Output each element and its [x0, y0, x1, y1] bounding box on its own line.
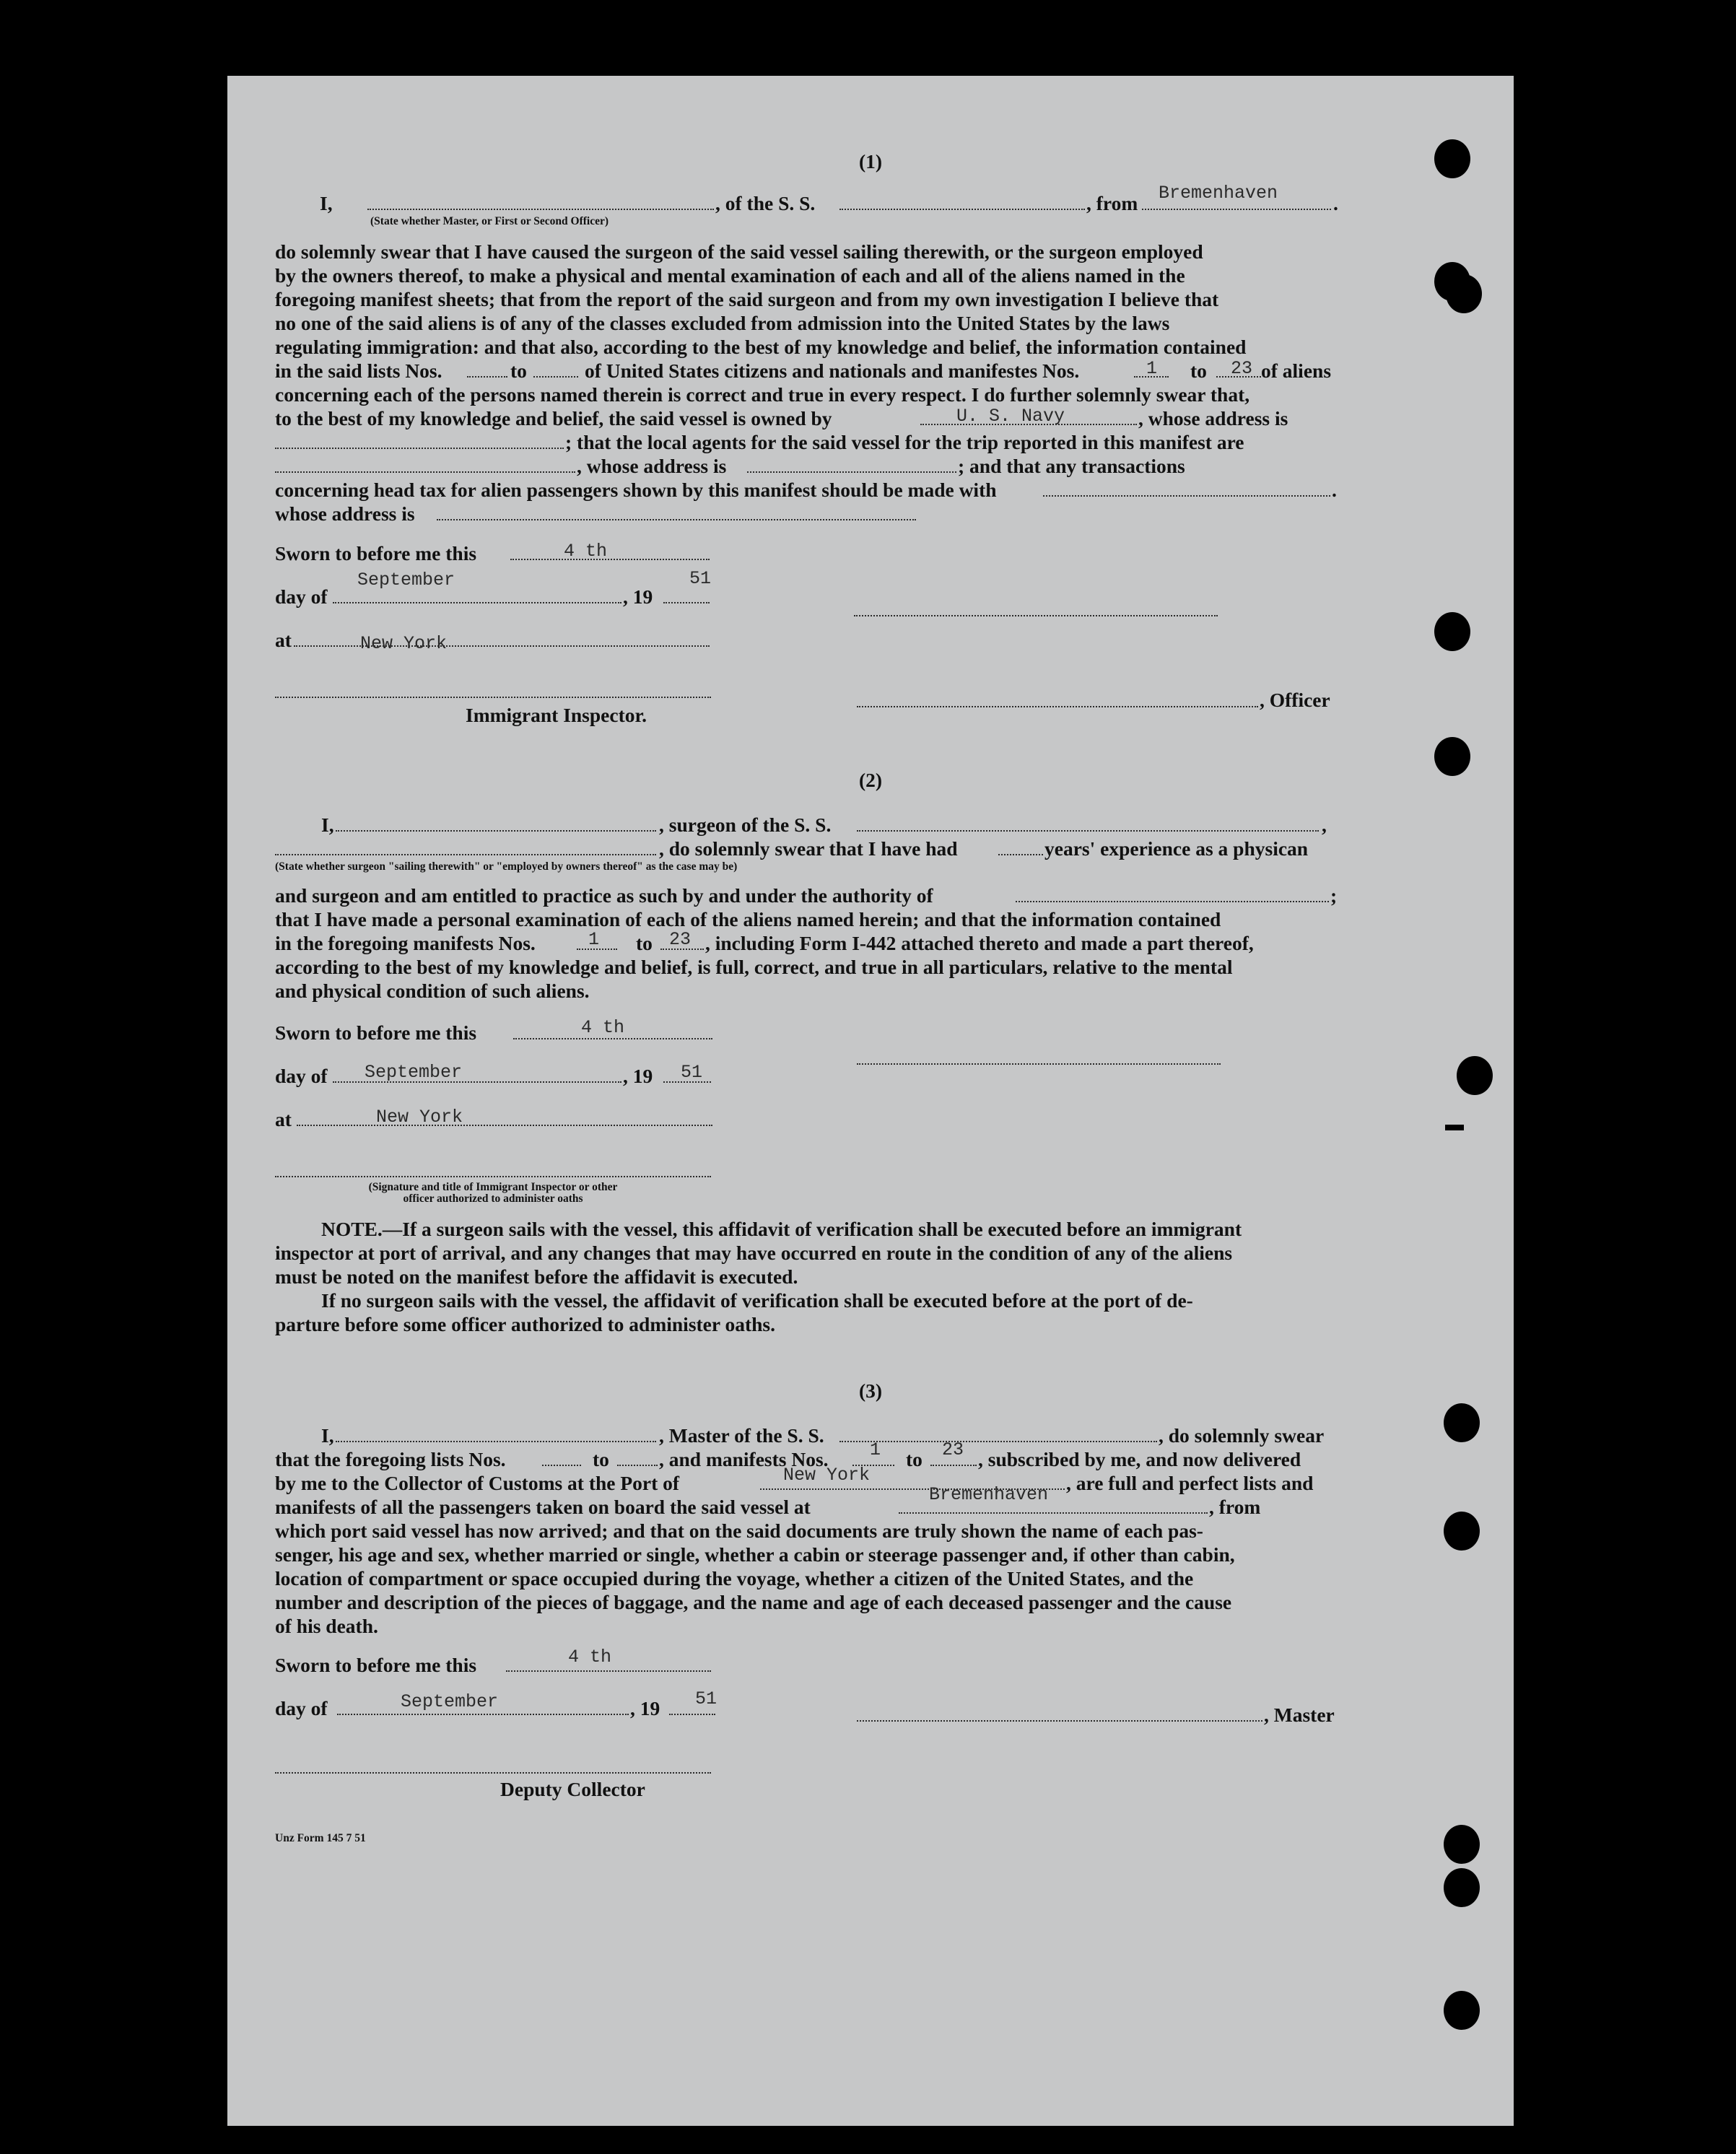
departure-port-field[interactable] — [899, 1512, 1208, 1514]
master-of-ss-label: , Master of the S. S. — [659, 1424, 824, 1447]
agents-address-field[interactable] — [747, 471, 956, 473]
place-value: New York — [376, 1107, 463, 1128]
sworn-label: Sworn to before me this — [275, 542, 477, 564]
punch-hole — [1446, 274, 1482, 313]
to-label: to — [906, 1448, 922, 1470]
sworn-day-value: 4 th — [564, 541, 608, 562]
vessel-name-field[interactable] — [839, 209, 1085, 210]
owner-address-field[interactable] — [275, 448, 564, 449]
years-field[interactable] — [998, 854, 1043, 855]
note-line: If no surgeon sails with the vessel, the affidavit of verification shall be executed before at the port of de- — [321, 1289, 1193, 1312]
body-line: that I have made a personal examination of each of the aliens named herein; and that the information contained — [275, 908, 1221, 930]
sworn-day-value: 4 th — [581, 1017, 625, 1038]
subscribed-label: , subscribed by me, and now delivered — [978, 1448, 1301, 1470]
month-value: September — [365, 1062, 463, 1083]
punch-hole — [1434, 737, 1470, 776]
manifests-from-value: 1 — [870, 1439, 881, 1460]
punch-mark — [1445, 1125, 1464, 1130]
at-label: at — [275, 629, 292, 651]
port-value: New York — [783, 1465, 871, 1486]
manifests-label: in the foregoing manifests Nos. — [275, 932, 536, 954]
lists-to-field[interactable] — [617, 1465, 658, 1466]
month-field[interactable] — [337, 1714, 629, 1715]
period: . — [1333, 192, 1338, 214]
owner-value: U. S. Navy — [956, 406, 1065, 427]
of-ss-label: , of the S. S. — [715, 192, 816, 214]
period: . — [1332, 479, 1337, 501]
section-1-number: (1) — [858, 150, 883, 173]
signature-note-line-1: (Signature and title of Immigrant Inspector or other — [368, 1181, 618, 1193]
manifests-to-value: 23 — [669, 929, 692, 950]
lists-from-field[interactable] — [542, 1465, 581, 1466]
manifests-to-field[interactable] — [930, 1465, 977, 1466]
signature-line[interactable] — [857, 1063, 1221, 1065]
manifests-from-value: 1 — [588, 929, 600, 950]
surgeon-note: (State whether surgeon "sailing therewith" or "employed by owners thereof" as the case may be) — [275, 860, 738, 873]
year-value: 51 — [695, 1688, 717, 1709]
place-value: New York — [360, 633, 448, 654]
surgeon-name-field[interactable] — [336, 830, 656, 832]
body-line: concerning each of the persons named therein is correct and true in every respect. I do further solemnly swear that, — [275, 383, 1250, 406]
to-label: to — [636, 932, 653, 954]
year-value: 51 — [689, 568, 712, 589]
body-line: number and description of the pieces of baggage, and the name and age of each deceased passenger and the cause — [275, 1591, 1232, 1613]
comma: , — [1322, 814, 1327, 836]
manifests-label: , and manifests Nos. — [659, 1448, 829, 1470]
taken-on-board-label: manifests of all the passengers taken on board the said vessel at — [275, 1496, 811, 1518]
from-label: , from — [1209, 1496, 1261, 1518]
manifests-to-value: 23 — [1231, 358, 1253, 379]
manifests-from-value: 1 — [1146, 358, 1158, 379]
lists-from-field[interactable] — [467, 376, 507, 378]
agents-field[interactable] — [275, 471, 575, 473]
note-line: inspector at port of arrival, and any changes that may have occurred en route in the condition of any of the aliens — [275, 1242, 1233, 1264]
collector-label: by me to the Collector of Customs at the Port of — [275, 1472, 680, 1494]
section-1-i-label: I, — [320, 192, 333, 214]
from-port-value: Bremenhaven — [1159, 183, 1278, 204]
signature-note-line-2: officer authorized to administer oaths — [403, 1192, 583, 1205]
note-line: must be noted on the manifest before the affidavit is executed. — [275, 1265, 798, 1288]
of-aliens-label: of aliens — [1261, 359, 1332, 382]
punch-hole — [1444, 1512, 1480, 1551]
authority-label: and surgeon and am entitled to practice as such by and under the authority of — [275, 884, 933, 907]
body-line: by the owners thereof, to make a physical and mental examination of each and all of the aliens named in the — [275, 264, 1185, 287]
master-name-field[interactable] — [367, 209, 714, 210]
solemnly-swear-label: , do solemnly swear — [1159, 1424, 1325, 1447]
head-tax-field[interactable] — [1043, 495, 1330, 497]
local-agents-label: ; that the local agents for the said vessel for the trip reported in this manifest are — [565, 431, 1244, 453]
lists-to-field[interactable] — [533, 376, 578, 378]
transactions-label: ; and that any transactions — [958, 455, 1185, 477]
collector-signature-line[interactable] — [275, 1772, 711, 1774]
at-label: at — [275, 1108, 292, 1130]
punch-hole — [1444, 1403, 1480, 1442]
section-2-number: (2) — [858, 769, 883, 791]
note-line: NOTE.—If a surgeon sails with the vessel, this affidavit of verification shall be executed before an immigrant — [321, 1218, 1242, 1240]
sworn-label: Sworn to before me this — [275, 1654, 477, 1676]
manifests-label: of United States citizens and nationals and manifestes Nos. — [585, 359, 1080, 382]
to-label: to — [510, 359, 527, 382]
place-field[interactable] — [297, 1125, 712, 1126]
master-name-field[interactable] — [336, 1441, 656, 1442]
from-port-field[interactable] — [1142, 209, 1331, 210]
day-of-label: day of — [275, 585, 328, 608]
body-line: senger, his age and sex, whether married or single, whether a cabin or steerage passenger and, if other than cabin, — [275, 1543, 1235, 1566]
body-line: do solemnly swear that I have caused the surgeon of the said vessel sailing therewith, or the surgeon employed — [275, 240, 1203, 263]
punch-hole — [1457, 1056, 1493, 1095]
punch-hole — [1444, 1868, 1480, 1907]
day-of-label: day of — [275, 1065, 328, 1087]
year-prefix: , 19 — [623, 1065, 653, 1087]
from-label: , from — [1086, 192, 1138, 214]
lists-label: that the foregoing lists Nos. — [275, 1448, 506, 1470]
years-experience-label: years' experience as a physican — [1044, 837, 1309, 860]
section-2-i-label: I, — [321, 814, 334, 836]
month-field[interactable] — [333, 602, 621, 603]
sworn-label: Sworn to before me this — [275, 1021, 477, 1044]
year-value: 51 — [681, 1062, 703, 1083]
punch-hole — [1444, 1825, 1480, 1864]
month-value: September — [357, 570, 455, 590]
form-id: Unz Form 145 7 51 — [275, 1832, 366, 1844]
year-field[interactable] — [663, 602, 710, 603]
deputy-collector-label: Deputy Collector — [500, 1778, 645, 1800]
surgeon-status-field[interactable] — [275, 854, 656, 855]
month-value: September — [401, 1691, 499, 1712]
body-line: location of compartment or space occupied during the voyage, whether a citizen of the United States, and the — [275, 1567, 1194, 1590]
vessel-name-field[interactable] — [839, 1441, 1157, 1442]
year-field[interactable] — [669, 1714, 715, 1715]
whose-address-label: , whose address is — [1138, 407, 1288, 430]
signature-line[interactable] — [854, 615, 1218, 616]
manifests-to-value: 23 — [942, 1439, 964, 1460]
lists-label: in the said lists Nos. — [275, 359, 442, 382]
solemnly-swear-label: , do solemnly swear that I have had — [659, 837, 958, 860]
punch-hole — [1434, 139, 1470, 178]
body-line: according to the best of my knowledge and belief, is full, correct, and true in all particulars, relative to the mental — [275, 956, 1233, 978]
to-label: to — [593, 1448, 609, 1470]
whose-address-label: , whose address is — [577, 455, 727, 477]
note-line: parture before some officer authorized to administer oaths. — [275, 1313, 775, 1335]
year-prefix: , 19 — [623, 585, 653, 608]
body-line: regulating immigration: and that also, according to the best of my knowledge and belief, the information contained — [275, 336, 1247, 358]
manifest-affidavit-page — [227, 76, 1514, 2126]
surgeon-label: , surgeon of the S. S. — [659, 814, 832, 836]
full-lists-label: , are full and perfect lists and — [1066, 1472, 1314, 1494]
departure-port-value: Bremenhaven — [929, 1484, 1049, 1505]
master-note: (State whether Master, or First or Second Officer) — [370, 215, 609, 227]
officer-label: , Officer — [1260, 689, 1330, 711]
master-signature-line[interactable] — [857, 1720, 1262, 1722]
sworn-day-field[interactable] — [513, 1038, 712, 1039]
body-line: no one of the said aliens is of any of the classes excluded from admission into the United States by the laws — [275, 312, 1170, 334]
surgeon-vessel-field[interactable] — [857, 830, 1319, 832]
punch-hole — [1444, 1991, 1480, 2030]
inspector-signature-line[interactable] — [275, 1176, 711, 1177]
place-field[interactable] — [294, 645, 710, 647]
master-label: , Master — [1264, 1704, 1335, 1726]
body-line: of his death. — [275, 1615, 378, 1637]
whose-address-label: whose address is — [275, 502, 415, 525]
inspector-label: Immigrant Inspector. — [466, 704, 647, 726]
semicolon: ; — [1330, 884, 1338, 907]
body-line: which port said vessel has now arrived; and that on the said documents are truly shown the name of each pas- — [275, 1519, 1203, 1542]
head-tax-label: concerning head tax for alien passengers shown by this manifest should be made with — [275, 479, 997, 501]
head-tax-address-field[interactable] — [437, 519, 916, 520]
day-of-label: day of — [275, 1697, 328, 1719]
sworn-day-field[interactable] — [506, 1670, 711, 1672]
to-label: to — [1190, 359, 1207, 382]
punch-hole — [1434, 612, 1470, 651]
body-line: foregoing manifest sheets; that from the report of the said surgeon and from my own investigation I believe that — [275, 288, 1219, 310]
section-3-number: (3) — [858, 1379, 883, 1402]
sworn-day-field[interactable] — [510, 559, 710, 560]
body-line: and physical condition of such aliens. — [275, 980, 590, 1002]
section-3-i-label: I, — [321, 1424, 334, 1447]
year-prefix: , 19 — [630, 1697, 660, 1719]
form-i-442-label: , including Form I-442 attached thereto and made a part thereof, — [705, 932, 1254, 954]
inspector-signature-line[interactable] — [275, 697, 711, 698]
owned-by-label: to the best of my knowledge and belief, the said vessel is owned by — [275, 407, 832, 430]
officer-signature-line[interactable] — [857, 706, 1258, 707]
authority-field[interactable] — [1016, 901, 1329, 902]
sworn-day-value: 4 th — [568, 1647, 612, 1667]
